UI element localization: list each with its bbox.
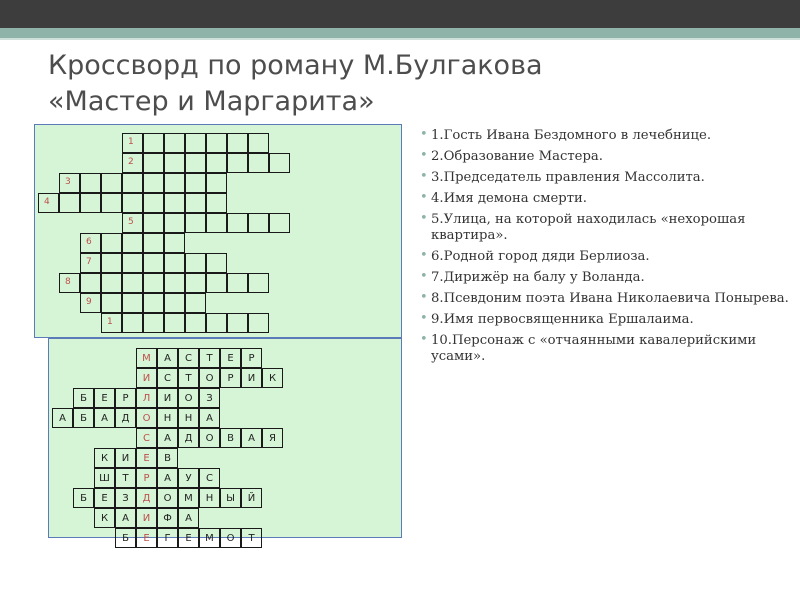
solution-letter-cell: Д	[115, 408, 136, 428]
answer-cell[interactable]	[248, 133, 269, 153]
keyword-letter-cell: И	[136, 508, 157, 528]
answer-cell[interactable]	[185, 313, 206, 333]
solution-letter-cell: Р	[220, 368, 241, 388]
answer-cell[interactable]	[206, 133, 227, 153]
answer-cell[interactable]	[143, 173, 164, 193]
answer-cell[interactable]	[227, 273, 248, 293]
clue-text: 9.Имя первосвященника Ершалаима.	[431, 312, 694, 327]
answer-cell[interactable]	[143, 273, 164, 293]
answer-cell[interactable]	[164, 273, 185, 293]
solution-letter-cell: Е	[220, 348, 241, 368]
solution-letter-cell: О	[157, 488, 178, 508]
answer-cell[interactable]	[206, 253, 227, 273]
clue-item	[420, 291, 790, 307]
clue-number-cell: 6	[80, 233, 101, 253]
solution-letter-cell: А	[199, 408, 220, 428]
answer-cell[interactable]	[101, 253, 122, 273]
bullet-icon: •	[420, 148, 428, 163]
answer-cell[interactable]	[101, 293, 122, 313]
answer-cell[interactable]	[101, 193, 122, 213]
solution-letter-cell: Р	[241, 348, 262, 368]
clue-text: 3.Председатель правления Массолита.	[431, 170, 705, 185]
answer-cell[interactable]	[185, 253, 206, 273]
answer-cell[interactable]	[143, 313, 164, 333]
slide-title	[48, 48, 768, 120]
solution-letter-cell: Т	[241, 528, 262, 548]
answer-cell[interactable]	[143, 213, 164, 233]
answer-cell[interactable]	[185, 173, 206, 193]
clue-text: 5.Улица, на которой находилась «нехорошая квартира».	[431, 212, 746, 243]
solution-letter-cell: Т	[199, 348, 220, 368]
solution-letter-cell: З	[115, 488, 136, 508]
solution-letter-cell: В	[220, 428, 241, 448]
solution-letter-cell: А	[241, 428, 262, 448]
answer-cell[interactable]	[227, 153, 248, 173]
clue-item	[420, 128, 790, 144]
clue-item	[420, 249, 790, 265]
answer-cell[interactable]	[206, 313, 227, 333]
clue-number-cell: 4	[38, 193, 59, 213]
clue-item	[420, 170, 790, 186]
solution-letter-cell: С	[157, 368, 178, 388]
answer-cell[interactable]	[143, 133, 164, 153]
solution-letter-cell: Б	[73, 408, 94, 428]
solution-letter-cell: Б	[73, 388, 94, 408]
answer-cell[interactable]	[122, 313, 143, 333]
answer-cell[interactable]	[248, 213, 269, 233]
answer-cell[interactable]	[206, 193, 227, 213]
answer-cell[interactable]	[206, 153, 227, 173]
clue-item	[420, 270, 790, 286]
solution-letter-cell: И	[157, 388, 178, 408]
answer-cell[interactable]	[143, 293, 164, 313]
clue-text: 8.Псевдоним поэта Ивана Николаевича Понырева.	[431, 291, 789, 306]
bullet-icon: •	[420, 269, 428, 284]
answer-cell[interactable]	[101, 273, 122, 293]
solution-letter-cell: Я	[262, 428, 283, 448]
answer-cell[interactable]	[101, 173, 122, 193]
clue-number-cell: 8	[59, 273, 80, 293]
answer-cell[interactable]	[164, 253, 185, 273]
keyword-letter-cell: И	[136, 368, 157, 388]
bullet-icon: •	[420, 311, 428, 326]
clue-item	[420, 312, 790, 328]
clue-text: 7.Дирижёр на балу у Воланда.	[431, 270, 645, 285]
answer-cell[interactable]	[206, 173, 227, 193]
solution-letter-cell: А	[157, 428, 178, 448]
solution-letter-cell: А	[178, 508, 199, 528]
answer-cell[interactable]	[248, 153, 269, 173]
solution-letter-cell: Н	[178, 408, 199, 428]
solution-letter-cell: Б	[73, 488, 94, 508]
solution-letter-cell: С	[199, 468, 220, 488]
answer-cell[interactable]	[164, 213, 185, 233]
solution-letter-cell: А	[52, 408, 73, 428]
clue-number-cell: 1	[122, 133, 143, 153]
answer-cell[interactable]	[269, 153, 290, 173]
clue-list	[420, 128, 790, 370]
solution-letter-cell: М	[178, 488, 199, 508]
keyword-letter-cell: С	[136, 428, 157, 448]
solution-letter-cell: И	[241, 368, 262, 388]
solution-letter-cell: Т	[178, 368, 199, 388]
answer-cell[interactable]	[143, 253, 164, 273]
answer-cell[interactable]	[122, 233, 143, 253]
solution-letter-cell: А	[157, 348, 178, 368]
solution-letter-cell: Р	[115, 388, 136, 408]
answer-cell[interactable]	[227, 133, 248, 153]
clue-item	[420, 191, 790, 207]
clue-text: 1.Гость Ивана Бездомного в лечебнице.	[431, 128, 712, 143]
answer-cell[interactable]	[185, 293, 206, 313]
keyword-letter-cell: О	[136, 408, 157, 428]
crossword-solution-grid	[48, 338, 402, 544]
bullet-icon: •	[420, 332, 428, 347]
clue-number-cell: 1	[101, 313, 122, 333]
solution-letter-cell: О	[199, 368, 220, 388]
answer-cell[interactable]	[122, 193, 143, 213]
solution-letter-cell: Н	[199, 488, 220, 508]
solution-letter-cell: Н	[157, 408, 178, 428]
answer-cell[interactable]	[164, 153, 185, 173]
clue-text: 2.Образование Мастера.	[431, 149, 603, 164]
solution-letter-cell: И	[115, 448, 136, 468]
solution-letter-cell: Б	[115, 528, 136, 548]
answer-cell[interactable]	[164, 133, 185, 153]
answer-cell[interactable]	[206, 213, 227, 233]
solution-letter-cell: С	[178, 348, 199, 368]
bullet-icon: •	[420, 248, 428, 263]
answer-cell[interactable]	[185, 213, 206, 233]
answer-cell[interactable]	[80, 173, 101, 193]
answer-cell[interactable]	[164, 293, 185, 313]
solution-letter-cell: В	[157, 448, 178, 468]
bullet-icon: •	[420, 290, 428, 305]
answer-cell[interactable]	[227, 213, 248, 233]
answer-cell[interactable]	[122, 293, 143, 313]
keyword-letter-cell: Е	[136, 528, 157, 548]
solution-letter-cell: М	[199, 528, 220, 548]
answer-cell[interactable]	[80, 273, 101, 293]
solution-letter-cell: Е	[94, 388, 115, 408]
answer-cell[interactable]	[269, 213, 290, 233]
answer-cell[interactable]	[122, 253, 143, 273]
answer-cell[interactable]	[164, 313, 185, 333]
solution-letter-cell: Т	[115, 468, 136, 488]
answer-cell[interactable]	[164, 233, 185, 253]
keyword-letter-cell: Е	[136, 448, 157, 468]
clue-number-cell: 7	[80, 253, 101, 273]
answer-cell[interactable]	[248, 313, 269, 333]
answer-cell[interactable]	[164, 173, 185, 193]
title-line-2: «Мастер и Маргарита»	[48, 86, 375, 117]
answer-cell[interactable]	[143, 153, 164, 173]
clue-item	[420, 212, 790, 244]
clue-text: 6.Родной город дяди Берлиоза.	[431, 249, 650, 264]
answer-cell[interactable]	[248, 273, 269, 293]
solution-letter-cell: К	[262, 368, 283, 388]
answer-cell[interactable]	[80, 193, 101, 213]
solution-letter-cell: О	[199, 428, 220, 448]
solution-letter-cell: А	[157, 468, 178, 488]
solution-letter-cell: Д	[178, 428, 199, 448]
answer-cell[interactable]	[143, 193, 164, 213]
clue-number-cell: 5	[122, 213, 143, 233]
solution-letter-cell: З	[199, 388, 220, 408]
bullet-icon: •	[420, 127, 428, 142]
clue-text: 4.Имя демона смерти.	[431, 191, 587, 206]
clue-number-cell: 3	[59, 173, 80, 193]
top-accent-band	[0, 28, 800, 38]
answer-cell[interactable]	[143, 233, 164, 253]
top-accent-edge	[0, 38, 800, 40]
answer-cell[interactable]	[59, 193, 80, 213]
bullet-icon: •	[420, 190, 428, 205]
keyword-letter-cell: Р	[136, 468, 157, 488]
answer-cell[interactable]	[164, 193, 185, 213]
solution-letter-cell: О	[220, 528, 241, 548]
solution-letter-cell: Й	[241, 488, 262, 508]
clue-item	[420, 149, 790, 165]
answer-cell[interactable]	[122, 173, 143, 193]
title-line-1: Кроссворд по роману М.Булгакова	[48, 50, 543, 81]
bullet-icon: •	[420, 169, 428, 184]
answer-cell[interactable]	[185, 193, 206, 213]
solution-letter-cell: О	[178, 388, 199, 408]
solution-letter-cell: У	[178, 468, 199, 488]
top-bar	[0, 0, 800, 28]
solution-letter-cell: Е	[178, 528, 199, 548]
solution-letter-cell: А	[115, 508, 136, 528]
solution-letter-cell: Ф	[157, 508, 178, 528]
solution-letter-cell: К	[94, 508, 115, 528]
answer-cell[interactable]	[185, 153, 206, 173]
clue-number-cell: 2	[122, 153, 143, 173]
clue-number-cell: 9	[80, 293, 101, 313]
answer-cell[interactable]	[227, 313, 248, 333]
solution-letter-cell: К	[94, 448, 115, 468]
answer-cell[interactable]	[185, 133, 206, 153]
solution-letter-cell: Ы	[220, 488, 241, 508]
solution-letter-cell: А	[94, 408, 115, 428]
keyword-letter-cell: Д	[136, 488, 157, 508]
solution-letter-cell: Г	[157, 528, 178, 548]
bullet-icon: •	[420, 211, 428, 226]
clue-text: 10.Персонаж с «отчаянными кавалерийскими усами».	[431, 333, 757, 364]
solution-letter-cell: Е	[94, 488, 115, 508]
solution-letter-cell: Ш	[94, 468, 115, 488]
clue-item	[420, 333, 790, 365]
keyword-letter-cell: М	[136, 348, 157, 368]
answer-cell[interactable]	[122, 273, 143, 293]
answer-cell[interactable]	[185, 273, 206, 293]
keyword-letter-cell: Л	[136, 388, 157, 408]
answer-cell[interactable]	[206, 273, 227, 293]
crossword-empty-grid	[34, 124, 402, 338]
answer-cell[interactable]	[101, 233, 122, 253]
